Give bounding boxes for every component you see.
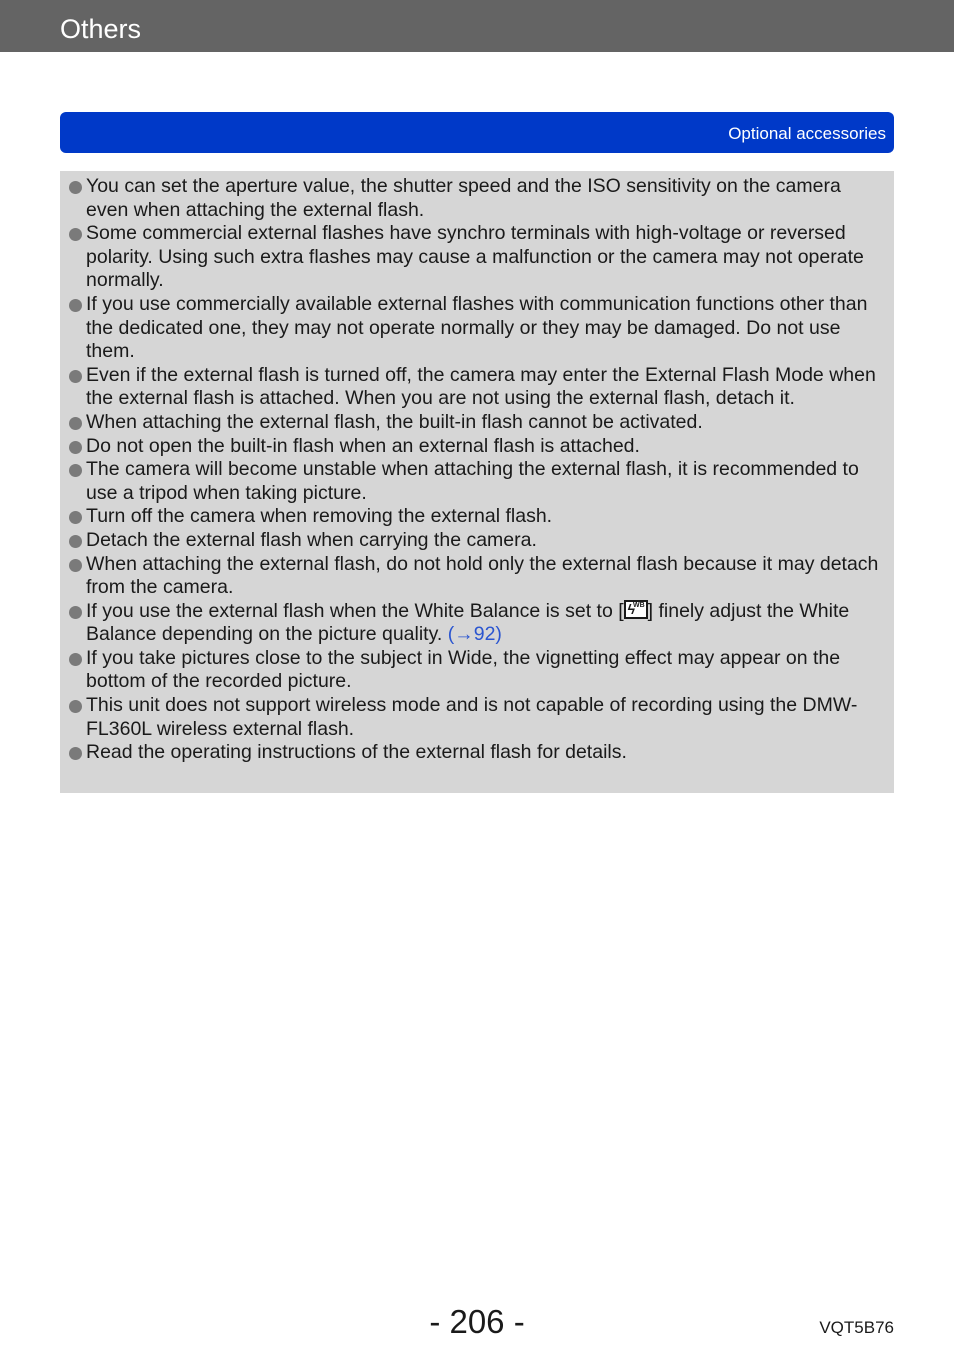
list-item — [68, 553, 888, 600]
page-number: - 206 - — [429, 1303, 525, 1340]
note-text: Even if the external flash is turned off, the camera may enter the External Flash Mode when the external flash is attached. When you are not using the external flash, detach it. — [86, 363, 876, 410]
note-text: This unit does not support wireless mode and is not capable of recording using the DMW-FL360L wireless external flash. — [86, 694, 858, 740]
bullet-icon — [69, 559, 82, 572]
bullet-icon — [69, 417, 82, 430]
page-reference-link[interactable]: (→92) — [447, 623, 502, 646]
list-item — [68, 741, 888, 765]
list-item — [68, 364, 888, 411]
bullet-icon — [69, 700, 82, 713]
list-item — [68, 222, 888, 293]
bullet-icon — [69, 653, 82, 666]
list-item — [68, 458, 888, 505]
bullet-icon — [69, 747, 82, 760]
bullet-icon — [69, 299, 82, 312]
bullet-icon — [69, 464, 82, 477]
list-item — [68, 175, 888, 222]
bullet-icon — [69, 606, 82, 619]
note-text: Do not open the built-in flash when an external flash is attached. — [86, 434, 640, 457]
list-item — [68, 411, 888, 435]
list-item — [68, 529, 888, 553]
flash-white-balance-icon: ϟ WB — [624, 600, 648, 619]
note-text: Turn off the camera when removing the external flash. — [86, 505, 553, 528]
bullet-icon — [69, 441, 82, 454]
header-bar — [0, 0, 954, 52]
bullet-icon — [69, 535, 82, 548]
note-text: Read the operating instructions of the external flash for details. — [86, 741, 627, 764]
notes-box — [60, 171, 894, 793]
list-item — [68, 435, 888, 459]
note-text: Detach the external flash when carrying the camera. — [86, 528, 537, 551]
list-item — [68, 293, 888, 364]
page-category-title: Others — [60, 14, 142, 44]
note-text: When attaching the external flash, do not hold only the external flash because it may detach from the camera. — [86, 552, 879, 599]
note-text: Some commercial external flashes have synchro terminals with high-voltage or reversed polarity. Using such extra flashes may cause a malfunction or the camera may not operate normally. — [86, 222, 864, 292]
list-item — [68, 505, 888, 529]
note-text: If you take pictures close to the subject in Wide, the vignetting effect may appear on the bottom of the recorded picture. — [86, 646, 841, 693]
list-item — [68, 647, 888, 694]
note-text-before-icon: If you use the external flash when the White Balance is set to [ — [86, 599, 624, 622]
bullet-icon — [69, 181, 82, 194]
note-text: When attaching the external flash, the built-in flash cannot be activated. — [86, 410, 703, 433]
list-item-white-balance — [68, 600, 888, 647]
bullet-icon — [69, 370, 82, 383]
bullet-icon — [69, 511, 82, 524]
section-label: Optional accessories — [728, 124, 886, 143]
document-code: VQT5B76 — [819, 1318, 894, 1337]
note-text: If you use commercially available external flashes with communication functions other than the dedicated one, they may not operate normally or they may be damaged. Do not use them. — [86, 292, 868, 363]
note-text-after-icon: ] finely adjust the White Balance depending on the picture quality. — [86, 599, 850, 646]
bullet-icon — [69, 228, 82, 241]
list-item — [68, 694, 888, 741]
note-text: The camera will become unstable when attaching the external flash, it is recommended to use a tripod when taking picture. — [86, 458, 859, 504]
notes-list — [68, 175, 888, 765]
section-banner — [60, 112, 894, 153]
note-text: You can set the aperture value, the shutter speed and the ISO sensitivity on the camera even when attaching the external flash. — [86, 175, 841, 221]
